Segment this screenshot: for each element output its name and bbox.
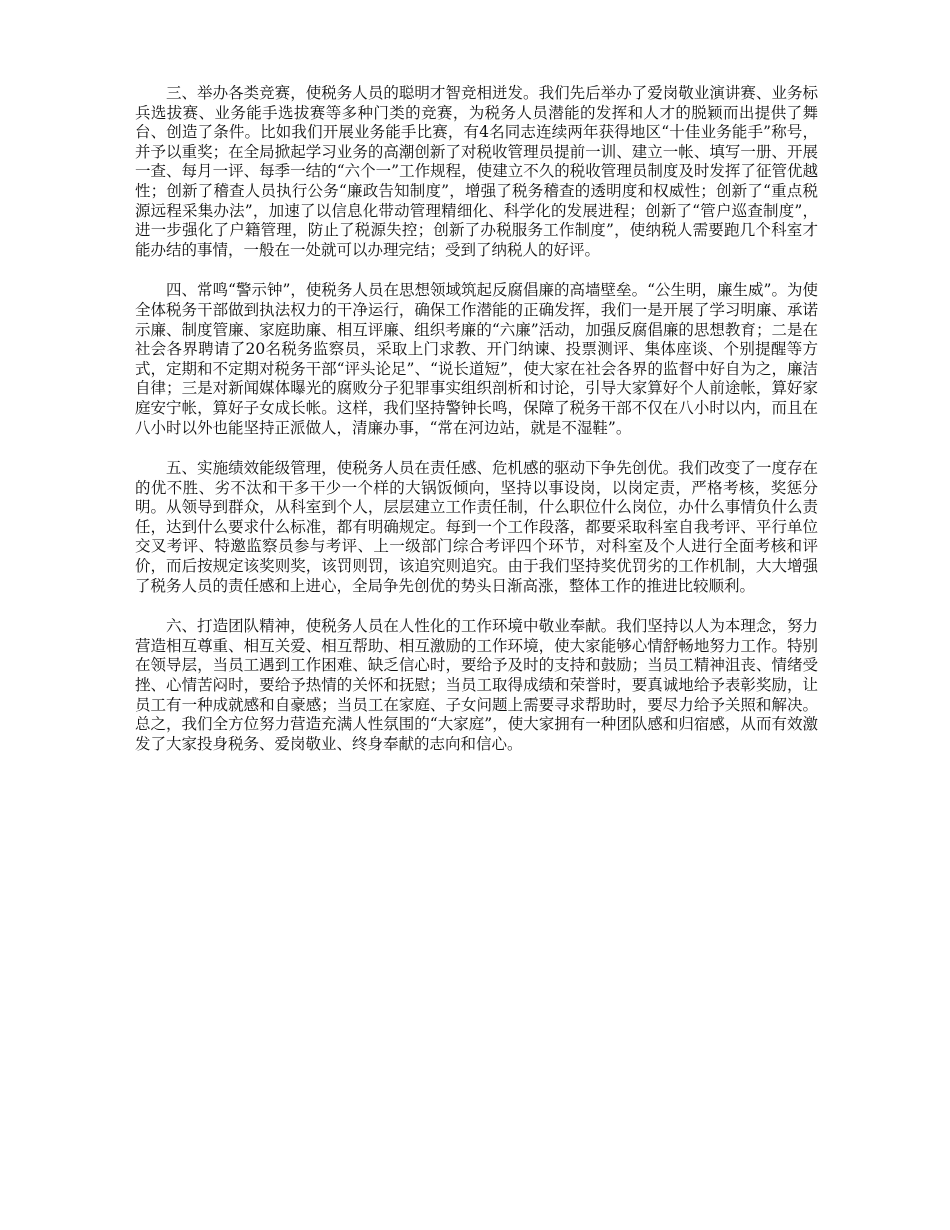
paragraph-warning-bell: 四、常鸣“警示钟”，使税务人员在思想领域筑起反腐倡廉的高墙壁垒。“公生明，廉生威”。为使全体税务干部做到执法权力的干净运行，确保工作潜能的正确发挥，我们一是开展了学习明廉、承诺示廉、制度管廉、家庭助廉、相互评廉、组织考廉的“六廉”活动，加强反腐倡廉的思想教育；二是在社会各界聘请了20名税务监察员，采取上门求教、开门纳谏、投票测评、集体座谈、个别提醒等方式，定期和不定期对税务干部“评头论足”、“说长道短”，使大家在社会各界的监督中好自为之，廉洁自律；三是对新闻媒体曝光的腐败分子犯罪事实组织剖析和讨论，引导大家算好个人前途帐，算好家庭安宁帐，算好子女成长帐。这样，我们坚持警钟长鸣，保障了税务干部不仅在八小时以内，而且在八小时以外也能坚持正派做人，清廉办事，“常在河边站，就是不湿鞋”。: [135, 281, 818, 437]
paragraph-performance-management: 五、实施绩效能级管理，使税务人员在责任感、危机感的驱动下争先创优。我们改变了一度存在的优不胜、劣不汰和干多干少一个样的大锅饭倾向，坚持以事设岗，以岗定责，严格考核，奖惩分明。从领导到群众，从科室到个人，层层建立工作责任制，什么职位什么岗位，办什么事情负什么责任，达到什么要求什么标准，都有明确规定。每到一个工作段落，都要采取科室自我考评、平行单位交叉考评、特邀监察员参与考评、上一级部门综合考评四个环节，对科室及个人进行全面考核和评价，而后按规定该奖则奖，该罚则罚，该追究则追究。由于我们坚持奖优罚劣的工作机制，大大增强了税务人员的责任感和上进心，全局争先创优的势头日渐高涨，整体工作的推进比较顺利。: [135, 459, 818, 595]
paragraph-competitions: 三、举办各类竞赛，使税务人员的聪明才智竞相迸发。我们先后举办了爱岗敬业演讲赛、业务标兵选拔赛、业务能手选拔赛等多种门类的竞赛，为税务人员潜能的发挥和人才的脱颖而出提供了舞台、创造了条件。比如我们开展业务能手比赛，有4名同志连续两年获得地区“十佳业务能手”称号，并予以重奖；在全局掀起学习业务的高潮创新了对税收管理员提前一训、建立一帐、填写一册、开展一查、每月一评、每季一结的“六个一”工作规程，使建立不久的税收管理员制度及时发挥了征管优越性；创新了稽查人员执行公务“廉政告知制度”，增强了税务稽查的透明度和权威性；创新了“重点税源远程采集办法”，加速了以信息化带动管理精细化、科学化的发展进程；创新了“管户巡查制度”，进一步强化了户籍管理，防止了税源失控；创新了办税服务工作制度”，使纳税人需要跑几个科室才能办结的事情，一般在一处就可以办理完结；受到了纳税人的好评。: [135, 84, 818, 259]
paragraph-team-spirit: 六、打造团队精神，使税务人员在人性化的工作环境中敬业奉献。我们坚持以人为本理念，努力营造相互尊重、相互关爱、相互帮助、相互激励的工作环境，使大家能够心情舒畅地努力工作。特别在领导层，当员工遇到工作困难、缺乏信心时，要给予及时的支持和鼓励；当员工精神沮丧、情绪受挫、心情苦闷时，要给予热情的关怀和抚慰；当员工取得成绩和荣誉时，要真诚地给予表彰奖励，让员工有一种成就感和自豪感；当员工在家庭、子女问题上需要寻求帮助时，要尽力给予关照和解决。总之，我们全方位努力营造充满人性氛围的“大家庭”，使大家拥有一种团队感和归宿感，从而有效激发了大家投身税务、爱岗敬业、终身奉献的志向和信心。: [135, 617, 818, 753]
document-body: [135, 84, 818, 775]
